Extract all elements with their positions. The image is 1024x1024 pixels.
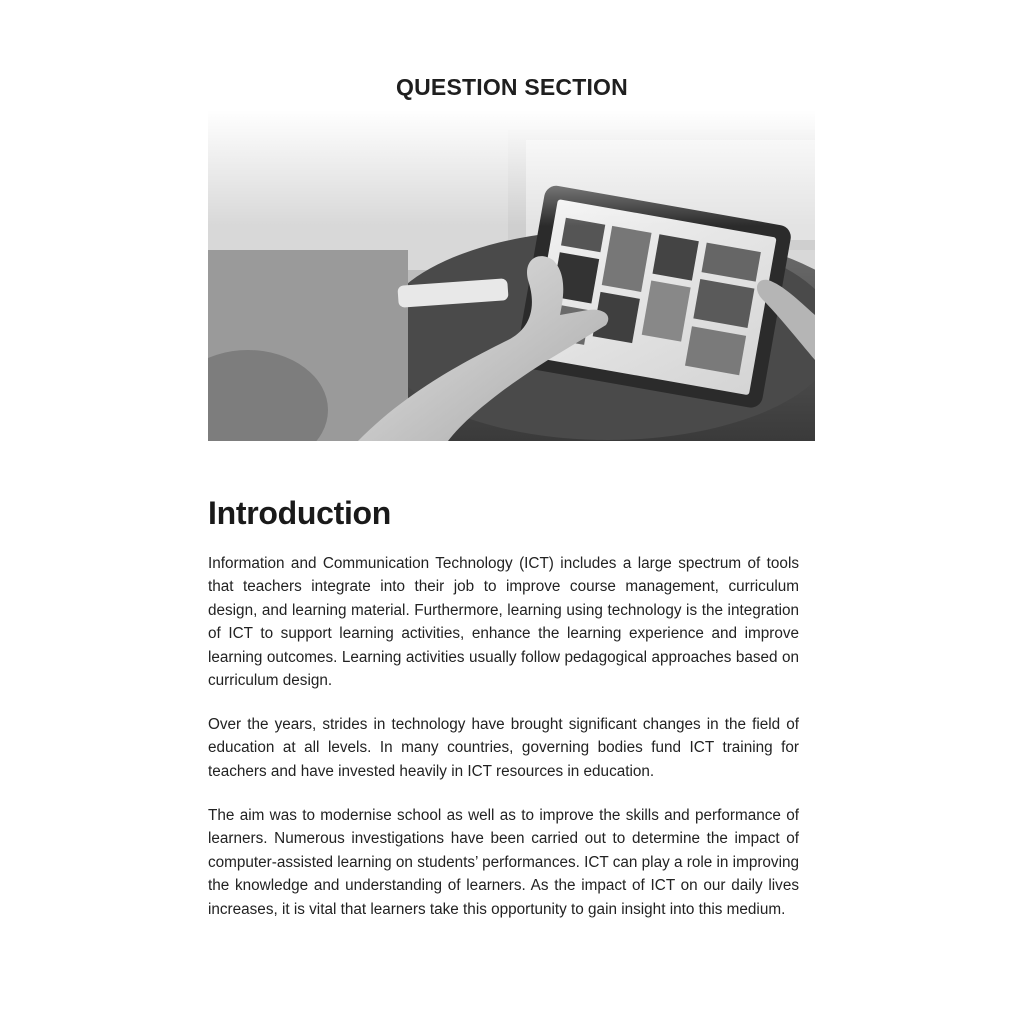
section-title: QUESTION SECTION	[396, 74, 628, 100]
paragraph-3: The aim was to modernise school as well as to improve the skills and performance of learners. Numerous investigations have been carried out to determine the impact of computer-assisted learning on students’ performances. ICT can play a role in improving the knowledge and understanding of learners. As the impact of ICT on our daily lives increases, it is vital that learners take this opportunity to gain insight into this medium.	[208, 807, 799, 918]
introduction-heading: Introduction	[208, 495, 392, 531]
tablet-photo	[208, 110, 815, 441]
paragraph-2: Over the years, strides in technology have brought significant changes in the field of education at all levels. In many countries, governing bodies fund ICT training for teachers and have invested heavily in ICT resources in education.	[208, 716, 799, 780]
paragraph-1: Information and Communication Technology (ICT) includes a large spectrum of tools that teachers integrate into their job to improve course management, curriculum design, and learning material. Furthermore, learning using technology is the integration of ICT to support learning activities, enhance the learning experience and improve learning outcomes. Learning activities usually follow pedagogical approaches based on curriculum design.	[208, 555, 799, 690]
tablet-photo-illustration	[208, 110, 815, 441]
